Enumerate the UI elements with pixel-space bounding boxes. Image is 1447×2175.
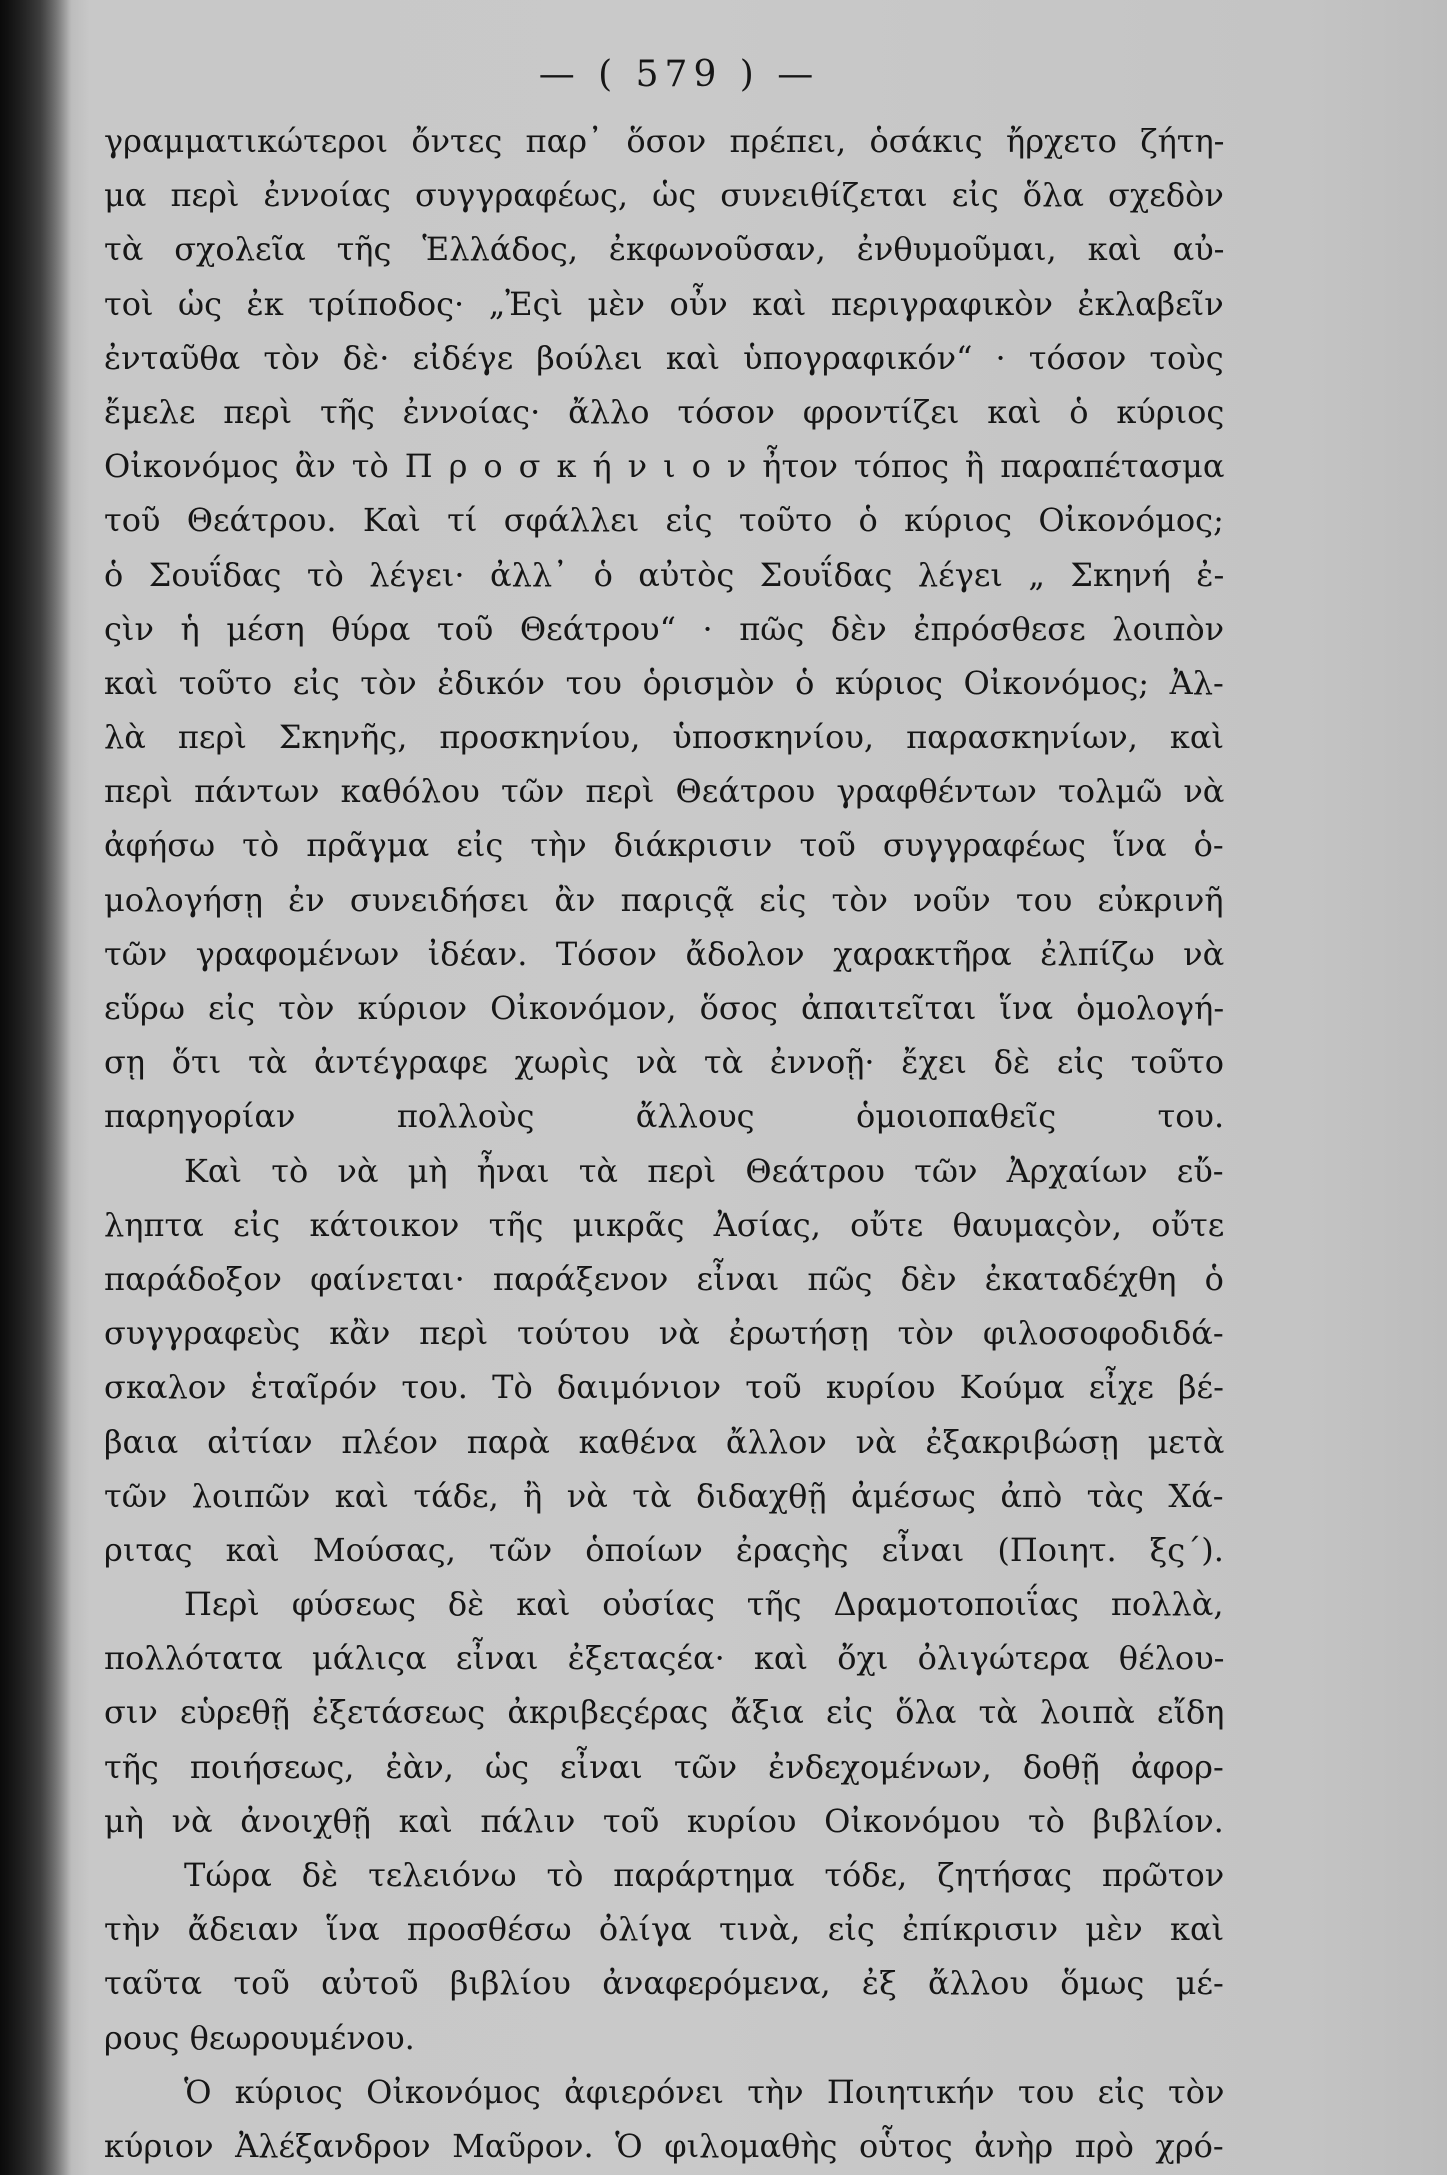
text-line: τῆς ποιήσεως, ἐὰν, ὡς εἶναι τῶν ἐνδεχομένων, δοθῇ ἀφορ- xyxy=(104,1747,1224,1786)
book-page xyxy=(104,40,1224,2173)
text-line: Περὶ φύσεως δὲ καὶ οὐσίας τῆς Δραμοτοποιΐας πολλὰ, xyxy=(184,1585,1224,1624)
text-line: Τώρα δὲ τελειόνω τὸ παράρτημα τόδε, ζητήσας πρῶτον xyxy=(184,1856,1225,1894)
text-line: μα περὶ ἐννοίας συγγραφέως, ὡς συνειθίζεται εἰς ὅλα σχεδὸν xyxy=(104,176,1224,215)
text-line: μολογήσῃ ἐν συνειδήσει ἂν παριςᾷ εἰς τὸν νοῦν του εὐκρινῆ xyxy=(104,880,1224,919)
text-line: Οἰκονόμος ἂν τὸ Π ρ ο σ κ ή ν ι ο ν ἦτον τόπος ἢ παραπέτασμα xyxy=(104,447,1225,486)
page-text-body xyxy=(104,114,1224,2173)
text-line: τοὶ ὡς ἐκ τρίποδος· „Ἐςὶ μὲν οὖν καὶ περιγραφικὸν ἐκλαβεῖν xyxy=(104,284,1224,323)
text-line: σκαλον ἑταῖρόν του. Τὸ δαιμόνιον τοῦ κυρίου Κούμα εἶχε βέ- xyxy=(104,1368,1224,1407)
text-line: συγγραφεὺς κἂν περὶ τούτου νὰ ἐρωτήσῃ τὸν φιλοσοφοδιδά- xyxy=(104,1314,1224,1353)
text-line: τὰ σχολεῖα τῆς Ἑλλάδος, ἐκφωνοῦσαν, ἐνθυμοῦμαι, καὶ αὐ- xyxy=(104,230,1225,269)
text-line: λὰ περὶ Σκηνῆς, προσκηνίου, ὑποσκηνίου, παρασκηνίων, καὶ xyxy=(104,718,1225,757)
text-line: παρηγορίαν πολλοὺς ἄλλους ὁμοιοπαθεῖς του. xyxy=(104,1097,1225,1136)
text-line: ριτας καὶ Μούσας, τῶν ὁποίων ἐραςὴς εἶναι (Ποιητ. ξς´). xyxy=(104,1530,1224,1569)
text-line: σιν εὑρεθῇ ἐξετάσεως ἀκριβεςέρας ἄξια εἰς ὅλα τὰ λοιπὰ εἴδη xyxy=(104,1693,1225,1732)
text-line: ἐνταῦθα τὸν δὲ· εἰδέγε βούλει καὶ ὑπογραφικόν“ · τόσον τοὺς xyxy=(104,338,1224,377)
text-line: τὴν ἄδειαν ἵνα προσθέσω ὀλίγα τινὰ, εἰς ἐπίκρισιν μὲν καὶ xyxy=(104,1910,1225,1949)
text-line: ςὶν ἡ μέση θύρα τοῦ Θεάτρου“ · πῶς δὲν ἐπρόσθεσε λοιπὸν xyxy=(104,609,1225,648)
text-line: ταῦτα τοῦ αὐτοῦ βιβλίου ἀναφερόμενα, ἐξ ἄλλου ὅμως μέ- xyxy=(104,1964,1224,2003)
text-line: βαια αἰτίαν πλέον παρὰ καθένα ἄλλον νὰ ἐξακριβώσῃ μετὰ xyxy=(104,1422,1225,1461)
text-line: περὶ πάντων καθόλου τῶν περὶ Θεάτρου γραφθέντων τολμῶ νὰ xyxy=(104,772,1225,811)
text-line: σῃ ὅτι τὰ ἀντέγραφε χωρὶς νὰ τὰ ἐννοῇ· ἔχει δὲ εἰς τοῦτο xyxy=(104,1043,1224,1082)
text-line: εὕρω εἰς τὸν κύριον Οἰκονόμον, ὅσος ἀπαιτεῖται ἵνα ὁμολογή- xyxy=(104,989,1225,1027)
text-line: ἀφήσω τὸ πρᾶγμα εἰς τὴν διάκρισιν τοῦ συγγραφέως ἵνα ὁ- xyxy=(104,826,1224,865)
text-line: ὁ Σουΐδας τὸ λέγει· ἀλλ᾽ ὁ αὐτὸς Σουΐδας λέγει „ Σκηνή ἐ- xyxy=(104,555,1225,594)
text-line: μὴ νὰ ἀνοιχθῇ καὶ πάλιν τοῦ κυρίου Οἰκονόμου τὸ βιβλίον. xyxy=(104,1801,1224,1840)
binding-shadow xyxy=(0,0,70,2175)
text-line: πολλότατα μάλιςα εἶναι ἐξεταςέα· καὶ ὄχι ὀλιγώτερα θέλου- xyxy=(104,1639,1225,1678)
text-line: τῶν γραφομένων ἰδέαν. Τόσον ἄδολον χαρακτῆρα ἐλπίζω νὰ xyxy=(104,934,1225,973)
text-line: καὶ τοῦτο εἰς τὸν ἐδικόν του ὁρισμὸν ὁ κύριος Οἰκονόμος; Ἀλ- xyxy=(104,663,1224,702)
page-number-header: — ( 579 ) — xyxy=(538,54,820,95)
text-line: Καὶ τὸ νὰ μὴ ἦναι τὰ περὶ Θεάτρου τῶν Ἀρχαίων εὔ- xyxy=(184,1151,1224,1190)
text-line: ρους θεωρουμένου. xyxy=(104,2018,415,2057)
text-line: τῶν λοιπῶν καὶ τάδε, ἢ νὰ τὰ διδαχθῇ ἀμέσως ἀπὸ τὰς Χά- xyxy=(104,1476,1224,1515)
text-line: παράδοξον φαίνεται· παράξενον εἶναι πῶς δὲν ἐκαταδέχθη ὁ xyxy=(104,1259,1224,1298)
text-line: Ὁ κύριος Οἰκονόμος ἀφιερόνει τὴν Ποιητικήν του εἰς τὸν xyxy=(184,2072,1225,2111)
text-line: τοῦ Θεάτρου. Καὶ τί σφάλλει εἰς τοῦτο ὁ κύριος Οἰκονόμος; xyxy=(104,501,1224,540)
text-line: κύριον Ἀλέξανδρον Μαῦρον. Ὁ φιλομαθὴς οὗτος ἀνὴρ πρὸ χρό- xyxy=(104,2126,1224,2165)
text-line: ἔμελε περὶ τῆς ἐννοίας· ἄλλο τόσον φροντίζει καὶ ὁ κύριος xyxy=(104,392,1225,431)
text-line: γραμματικώτεροι ὄντες παρ᾽ ὅσον πρέπει, ὁσάκις ἤρχετο ζήτη- xyxy=(104,122,1225,160)
text-line: ληπτα εἰς κάτοικον τῆς μικρᾶς Ἀσίας, οὔτε θαυμαςὸν, οὔτε xyxy=(104,1205,1225,1244)
